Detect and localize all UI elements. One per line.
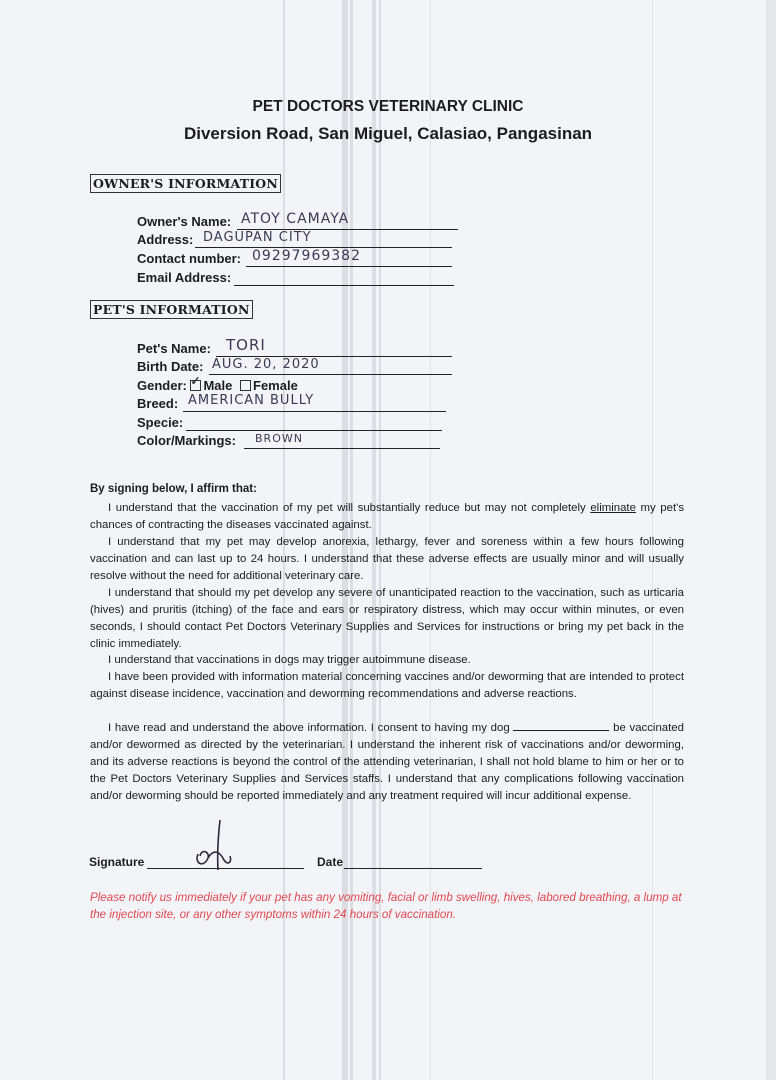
consent-text: I have read and understand the above information. I consent to having my dog: [108, 722, 510, 734]
notice-text: Please notify us immediately if your pet has any vomiting, facial or limb swelling, hives, labored breathing, a lump at the injection site, or any other symptoms within 24 hours of vaccination.: [90, 891, 682, 921]
affirmation-heading: By signing below, I affirm that:: [90, 483, 257, 495]
affirmation-text: I understand that the vaccination of my pet will substantially reduce but may not completely: [108, 502, 591, 514]
affirmation-paragraph: I understand that vaccinations in dogs may trigger autoimmune disease.: [108, 654, 471, 666]
affirmation-paragraph: [90, 500, 684, 534]
birth-date-label: Birth Date:: [137, 359, 204, 374]
contact-number-line[interactable]: [246, 266, 452, 267]
color-value: BROWN: [255, 432, 303, 445]
checkmark-icon: ✓: [190, 374, 201, 388]
breed-value: AMERICAN BULLY: [188, 393, 315, 408]
affirmation-text: my pet's chances of contracting the diseases vaccinated against.: [90, 502, 685, 531]
owner-name-label: Owner's Name:: [137, 214, 232, 229]
signature-mark: [190, 818, 236, 872]
birth-date-line[interactable]: [209, 374, 452, 375]
date-label: Date: [317, 855, 344, 869]
pet-section-title: PET'S INFORMATION: [90, 300, 253, 319]
gender-male-checkbox[interactable]: [190, 374, 201, 391]
birth-date-value: AUG. 20, 2020: [212, 357, 320, 372]
affirmation-paragraph: I understand that my pet may develop anorexia, lethargy, fever and soreness within a few hours following vaccination and can last up to 24 hours. I understand that these adverse effects are usually minor and will usually resolve without the need for additional veterinary care.: [90, 536, 684, 582]
color-line[interactable]: [244, 448, 440, 449]
email-line[interactable]: [234, 285, 454, 286]
scan-streak: [766, 0, 776, 1080]
owner-name-value: ATOY CAMAYA: [241, 211, 350, 227]
affirmation-paragraph: I understand that should my pet develop any severe of unanticipated reaction to the vaccination, such as urticaria (hives) and pruritis (itching) of the face and ears or respiratory distress, which may occur within minutes, or even seconds, I should contact Pet Doctors Veterinary Supplies and Services for instructions or bring my pet back in the clinic immediately.: [90, 587, 684, 650]
date-line[interactable]: [344, 868, 482, 869]
gender-label: Gender:: [137, 378, 187, 393]
breed-line[interactable]: [183, 411, 446, 412]
specie-label: Specie:: [137, 415, 184, 430]
pet-name-value: TORI: [226, 336, 266, 354]
email-label: Email Address:: [137, 270, 232, 285]
contact-number-label: Contact number:: [137, 251, 241, 266]
color-label: Color/Markings:: [137, 433, 236, 448]
owner-section-title: OWNER'S INFORMATION: [90, 174, 281, 193]
breed-label: Breed:: [137, 396, 179, 411]
owner-address-label: Address:: [137, 232, 194, 247]
signature-label: Signature: [89, 855, 145, 869]
owner-address-value: DAGUPAN CITY: [203, 230, 312, 245]
pet-name-label: Pet's Name:: [137, 341, 211, 356]
dog-name-blank[interactable]: [513, 720, 609, 731]
gender-female-label: Female: [253, 378, 298, 393]
gender-female-checkbox[interactable]: [240, 380, 251, 391]
gender-row: [137, 374, 298, 393]
contact-number-value: 09297969382: [252, 248, 361, 264]
specie-line[interactable]: [186, 430, 442, 431]
clinic-name: PET DOCTORS VETERINARY CLINIC: [252, 98, 524, 115]
underlined-word: eliminate: [590, 502, 636, 514]
consent-paragraph: [90, 720, 684, 805]
affirmation-paragraph: I have been provided with information material concerning vaccines and/or deworming that are intended to protect against disease incidence, vaccination and deworming recommendations and adverse reactions.: [90, 671, 684, 700]
clinic-address: Diversion Road, San Miguel, Calasiao, Pangasinan: [183, 124, 593, 143]
consent-text: be vaccinated and/or dewormed as directed by the veterinarian. I understand the inherent risk of vaccinations and/or deworming, and its adverse reactions is beyond the control of the attending veterinarian, I shall not hold blame to him or her or to the Pet Doctors Veterinary Supplies and Services staffs. I understand that any complications following vaccination and/or deworming should be reported immediately and any treatment required will incur additional expense.: [90, 722, 684, 802]
gender-male-label: Male: [203, 378, 233, 393]
